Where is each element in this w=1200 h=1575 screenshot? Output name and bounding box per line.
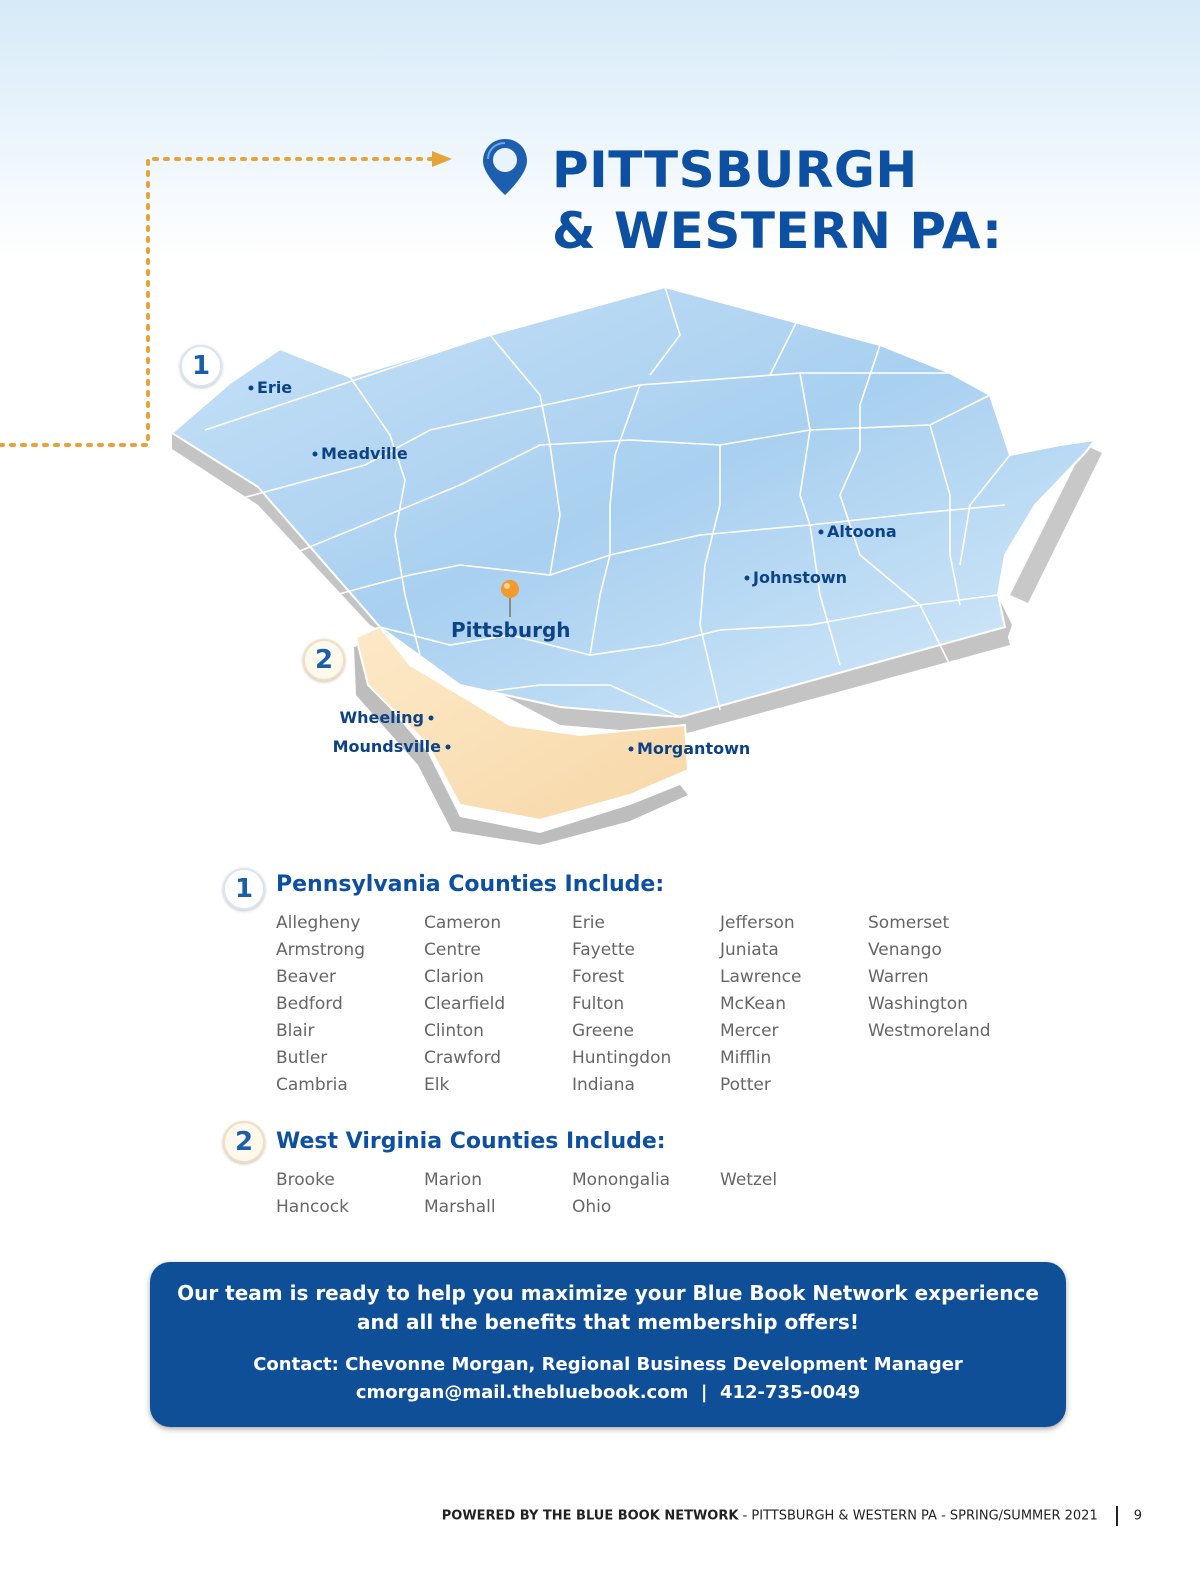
- city-label-meadville: Meadville: [321, 444, 408, 463]
- city-marker-moundsville: [333, 737, 451, 756]
- title-line-2: & WESTERN PA:: [552, 202, 1003, 260]
- county-column: [276, 1167, 424, 1221]
- county-name: Juniata: [720, 940, 779, 960]
- county-name: Armstrong: [276, 940, 365, 960]
- title-line-1: PITTSBURGH: [552, 141, 918, 199]
- city-marker-altoona: [819, 522, 897, 541]
- wv-section-title: West Virginia Counties Include:: [276, 1129, 666, 1154]
- city-label-altoona: Altoona: [827, 522, 897, 541]
- city-label-wheeling: Wheeling: [339, 708, 424, 727]
- county-name: Washington: [868, 994, 968, 1014]
- page-title: [552, 140, 1003, 262]
- county-name: Monongalia: [572, 1170, 671, 1190]
- contact-name: Contact: Chevonne Morgan, Regional Business Development Manager: [253, 1354, 963, 1375]
- county-name: Hancock: [276, 1197, 349, 1217]
- county-name: Centre: [424, 940, 481, 960]
- county-name: Wetzel: [720, 1170, 778, 1190]
- county-name: Lawrence: [720, 967, 802, 987]
- pa-section-badge: 1: [223, 868, 265, 910]
- county-column: [276, 910, 424, 1099]
- county-name: Butler: [276, 1048, 328, 1068]
- county-name: Beaver: [276, 967, 337, 987]
- county-name: Cameron: [424, 913, 502, 933]
- county-name: Venango: [868, 940, 942, 960]
- county-name: Bedford: [276, 994, 343, 1014]
- county-name: Jefferson: [720, 913, 795, 933]
- county-name: Fayette: [572, 940, 635, 960]
- footer-brand: POWERED BY THE BLUE BOOK NETWORK: [441, 1508, 739, 1524]
- county-column: [868, 910, 1016, 1099]
- footer-divider: [1116, 1506, 1118, 1526]
- county-column: [720, 1167, 868, 1221]
- county-name: Marion: [424, 1170, 482, 1190]
- county-column: [572, 1167, 720, 1221]
- county-name: Mifflin: [720, 1048, 772, 1068]
- county-name: Westmoreland: [868, 1021, 991, 1041]
- city-label-moundsville: Moundsville: [332, 737, 441, 756]
- county-name: Allegheny: [276, 913, 361, 933]
- city-marker-meadville: [313, 444, 408, 463]
- banner-line-1: Our team is ready to help you maximize your Blue Book Network experience: [177, 1281, 1039, 1305]
- county-column: [424, 910, 572, 1099]
- arrow-head-icon: [432, 151, 452, 167]
- city-label-pittsburgh: Pittsburgh: [451, 618, 571, 642]
- page-footer: [442, 1506, 1142, 1526]
- city-label-johnstown: Johnstown: [753, 568, 848, 587]
- county-name: Marshall: [424, 1197, 496, 1217]
- city-label-morgantown: Morgantown: [637, 739, 751, 758]
- map-badge-west-virginia: 2: [303, 639, 345, 681]
- contact-banner: [150, 1262, 1066, 1427]
- pa-county-list: [276, 910, 1016, 1099]
- city-marker-morgantown: [629, 739, 751, 758]
- region-map: [160, 265, 1120, 845]
- county-name: Erie: [572, 913, 605, 933]
- county-name: Blair: [276, 1021, 315, 1041]
- county-name: Brooke: [276, 1170, 335, 1190]
- county-name: Cambria: [276, 1075, 348, 1095]
- county-name: Crawford: [424, 1048, 502, 1068]
- county-name: Somerset: [868, 913, 950, 933]
- footer-publication: - PITTSBURGH & WESTERN PA - SPRING/SUMMER 2021: [738, 1508, 1098, 1524]
- city-marker-wheeling: [339, 708, 433, 727]
- county-name: Forest: [572, 967, 625, 987]
- page-number: 9: [1133, 1508, 1142, 1524]
- county-name: Clinton: [424, 1021, 484, 1041]
- county-name: Mercer: [720, 1021, 779, 1041]
- county-name: Fulton: [572, 994, 625, 1014]
- county-column: [572, 910, 720, 1099]
- wv-county-list: [276, 1167, 868, 1221]
- county-column: [720, 910, 868, 1099]
- county-name: Indiana: [572, 1075, 635, 1095]
- county-name: Huntingdon: [572, 1048, 672, 1068]
- banner-line-2: and all the benefits that membership offers!: [357, 1310, 859, 1334]
- map-pin-icon: [480, 137, 530, 199]
- county-name: Potter: [720, 1075, 771, 1095]
- county-column: [424, 1167, 572, 1221]
- wv-section-badge: 2: [223, 1121, 265, 1163]
- county-name: McKean: [720, 994, 786, 1014]
- county-name: Ohio: [572, 1197, 612, 1217]
- city-label-erie: Erie: [257, 378, 293, 397]
- contact-email-phone[interactable]: cmorgan@mail.thebluebook.com | 412-735-0049: [355, 1382, 861, 1403]
- county-name: Warren: [868, 967, 929, 987]
- city-marker-johnstown: [745, 568, 848, 587]
- map-badge-pennsylvania: 1: [180, 345, 222, 387]
- county-name: Clarion: [424, 967, 484, 987]
- pa-section-title: Pennsylvania Counties Include:: [276, 872, 665, 897]
- county-name: Greene: [572, 1021, 634, 1041]
- county-name: Elk: [424, 1075, 450, 1095]
- county-name: Clearfield: [424, 994, 506, 1014]
